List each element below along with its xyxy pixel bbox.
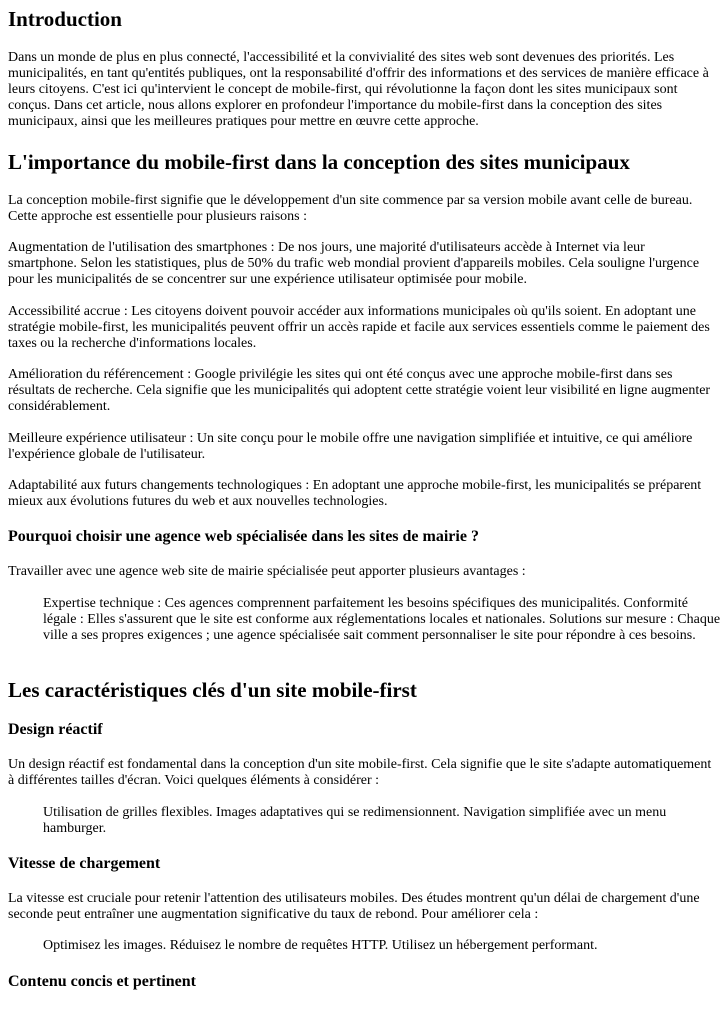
agency-heading: Pourquoi choisir une agence web spécialisée dans les sites de mairie ? [8, 528, 479, 545]
agency-list: Expertise technique : Ces agences comprennent parfaitement les besoins spécifiques des municipalités. Conformité légale : Elles s'assurent que le site est conforme aux réglementations locales et nationales. Solutions sur mesure : Chaque ville a ses propres exigences ; une agence spécialisée sait comment personnaliser le site pour répondre à ces besoins. [43, 596, 720, 643]
importance-heading: L'importance du mobile-first dans la conception des sites municipaux [8, 150, 630, 174]
speed-lead: La vitesse est cruciale pour retenir l'attention des utilisateurs mobiles. Des études montrent qu'un délai de chargement d'une seconde peut entraîner une augmentation significative du taux de rebond. Pour améliorer cela : [8, 891, 700, 922]
importance-point-ux: Meilleure expérience utilisateur : Un site conçu pour le mobile offre une navigation simplifiée et intuitive, ce qui améliore l'expérience globale de l'utilisateur. [8, 431, 693, 462]
responsive-heading: Design réactif [8, 721, 103, 738]
content-heading: Contenu concis et pertinent [8, 973, 196, 990]
importance-lead: La conception mobile-first signifie que le développement d'un site commence par sa version mobile avant celle de bureau. Cette approche est essentielle pour plusieurs raisons : [8, 193, 693, 224]
responsive-lead: Un design réactif est fondamental dans la conception d'un site mobile-first. Cela signifie que le site s'adapte automatiquement à différentes tailles d'écran. Voici quelques éléments à considérer : [8, 757, 712, 788]
importance-point-smartphones: Augmentation de l'utilisation des smartphones : De nos jours, une majorité d'utilisateurs accède à Internet via leur smartphone. Selon les statistiques, plus de 50% du trafic web mondial provient d'appareils mobiles. Cela souligne l'urgence pour les municipalités de se concentrer sur une expérience utilisateur optimisée pour mobile. [8, 240, 700, 287]
features-heading: Les caractéristiques clés d'un site mobile-first [8, 678, 417, 702]
speed-heading: Vitesse de chargement [8, 855, 161, 872]
importance-point-accessibility: Accessibilité accrue : Les citoyens doivent pouvoir accéder aux informations municipales où qu'ils soient. En adoptant une stratégie mobile-first, les municipalités peuvent offrir un accès rapide et facile aux services essentiels comme le paiement des taxes ou la recherche d'informations locales. [8, 304, 710, 351]
intro-paragraph: Dans un monde de plus en plus connecté, l'accessibilité et la convivialité des sites web sont devenues des priorités. Les municipalités, en tant qu'entités publiques, ont la responsabilité d'offrir des informations et des services de manière efficace à leurs citoyens. C'est ici qu'intervient le concept de mobile-first, qui révolutionne la façon dont les sites municipaux sont conçus. Dans cet article, nous allons explorer en profondeur l'importance du mobile-first dans la conception des sites municipaux, ainsi que les meilleures pratiques pour mettre en œuvre cette approche. [8, 50, 709, 129]
intro-heading: Introduction [8, 7, 122, 31]
importance-point-adaptability: Adaptabilité aux futurs changements technologiques : En adoptant une approche mobile-first, les municipalités se préparent mieux aux évolutions futures du web et aux nouvelles technologies. [8, 478, 702, 509]
importance-point-seo: Amélioration du référencement : Google privilégie les sites qui ont été conçus avec une approche mobile-first dans ses résultats de recherche. Cela signifie que les municipalités qui adoptent cette stratégie voient leur visibilité en ligne augmenter considérablement. [8, 367, 711, 414]
agency-lead: Travailler avec une agence web site de mairie spécialisée peut apporter plusieurs avantages : [8, 564, 526, 579]
responsive-list: Utilisation de grilles flexibles. Images adaptatives qui se redimensionnent. Navigation simplifiée avec un menu hamburger. [43, 805, 667, 836]
speed-list: Optimisez les images. Réduisez le nombre de requêtes HTTP. Utilisez un hébergement performant. [43, 938, 598, 953]
